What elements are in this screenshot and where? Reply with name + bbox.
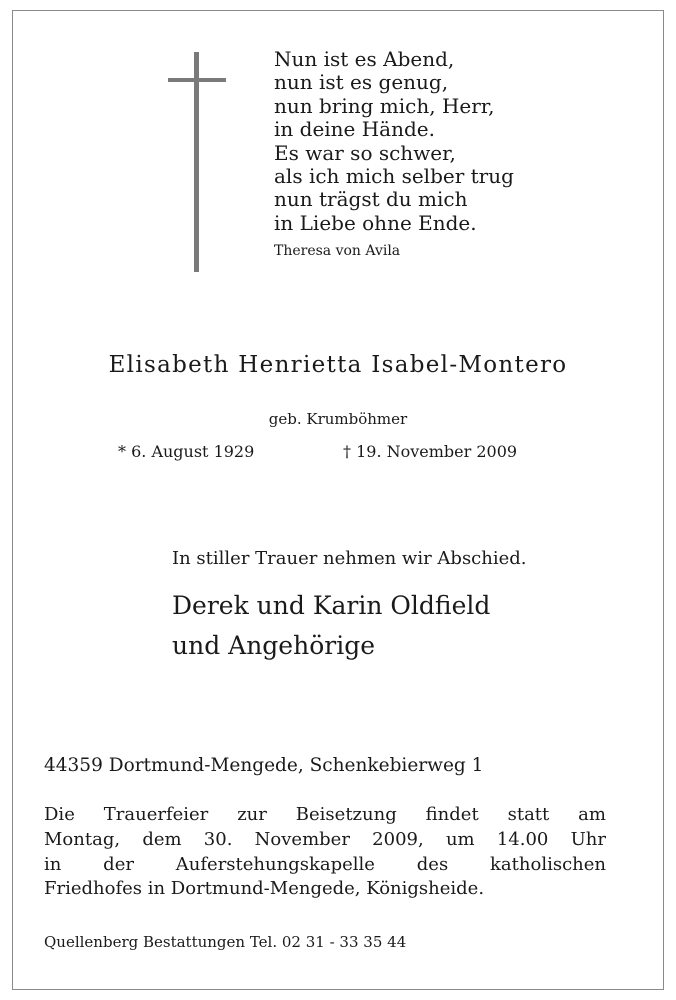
poem-line: nun ist es genug, <box>274 70 449 95</box>
poem-line: in Liebe ohne Ende. <box>274 210 477 235</box>
mourners <box>172 586 490 666</box>
mourner-line: Derek und Karin Oldfield <box>172 591 491 620</box>
service-line: Montag, dem 30. November 2009, um 14.00 Uhr <box>44 828 606 850</box>
poem-line: nun trägst du mich <box>274 187 468 212</box>
service-line: Die Trauerfeier zur Beisetzung findet statt am <box>44 804 606 825</box>
poem-line: Es war so schwer, <box>274 140 456 165</box>
poem-line: nun bring mich, Herr, <box>274 93 495 118</box>
service-line: Friedhofes in Dortmund-Mengede, Königsheide. <box>44 878 485 900</box>
poem-line: Nun ist es Abend, <box>274 47 455 71</box>
poem-line: als ich mich selber trug <box>274 164 514 189</box>
mourner-line: und Angehörige <box>172 631 376 660</box>
undertaker-contact: Quellenberg Bestattungen Tel. 02 31 - 33 35 44 <box>44 933 407 951</box>
address: 44359 Dortmund-Mengede, Schenkebierweg 1 <box>44 755 484 776</box>
death-date: † 19. November 2009 <box>343 442 518 461</box>
cross-icon <box>168 52 226 272</box>
service-details <box>44 803 606 902</box>
deceased-name: Elisabeth Henrietta Isabel-Montero <box>108 352 568 378</box>
poem-author: Theresa von Avila <box>274 243 401 259</box>
service-line: in der Auferstehungskapelle des katholischen <box>44 853 606 875</box>
poem <box>274 48 514 235</box>
birth-name: geb. Krumböhmer <box>268 410 408 428</box>
poem-line: in deine Hände. <box>274 117 435 142</box>
birth-date: * 6. August 1929 <box>118 442 255 461</box>
mourning-line: In stiller Trauer nehmen wir Abschied. <box>172 548 527 569</box>
